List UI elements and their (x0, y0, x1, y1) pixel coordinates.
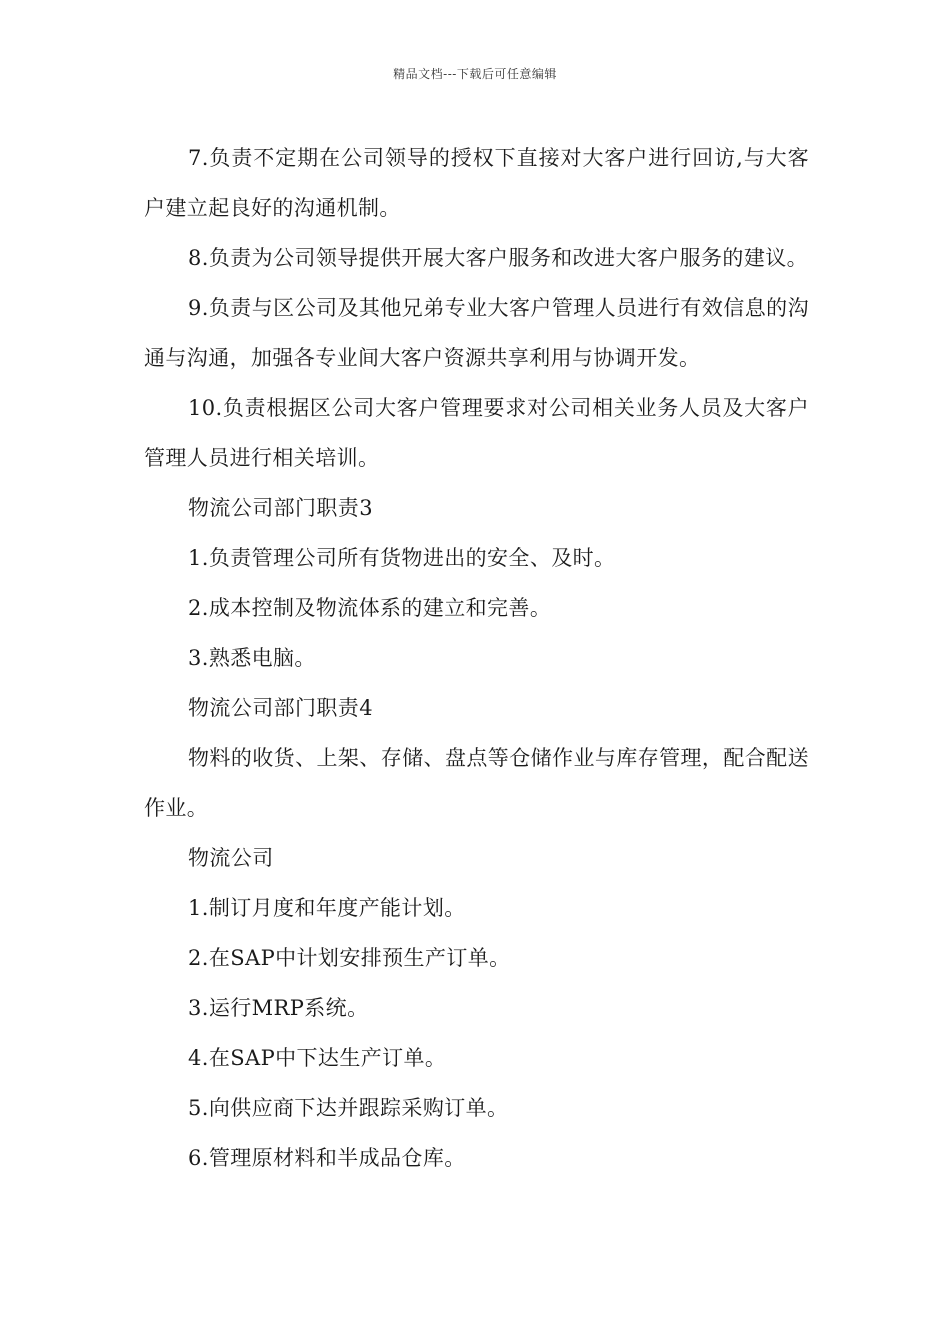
section-heading-4: 物流公司部门职责4 (188, 696, 373, 720)
section4-paragraph: 物料的收货、上架、存储、盘点等仓储作业与库存管理，配合配送作业。 (144, 746, 809, 820)
paragraph-item-8: 8.负责为公司领导提供开展大客户服务和改进大客户服务的建议。 (188, 246, 809, 270)
logistics-item-5: 5.向供应商下达并跟踪采购订单。 (188, 1096, 509, 1120)
document-body (144, 133, 809, 1183)
logistics-item-3: 3.运行MRP系统。 (188, 996, 369, 1020)
page-header: 精品文档---下载后可任意编辑 (393, 67, 557, 81)
section-heading-3: 物流公司部门职责3 (188, 496, 373, 520)
section3-item-2: 2.成本控制及物流体系的建立和完善。 (188, 596, 552, 620)
logistics-item-4: 4.在SAP中下达生产订单。 (188, 1046, 447, 1070)
section-heading-logistics: 物流公司 (188, 846, 274, 870)
logistics-item-1: 1.制订月度和年度产能计划。 (188, 896, 466, 920)
paragraph-item-9: 9.负责与区公司及其他兄弟专业大客户管理人员进行有效信息的沟通与沟通，加强各专业间大客户资源共享利用与协调开发。 (144, 296, 809, 370)
logistics-item-2: 2.在SAP中计划安排预生产订单。 (188, 946, 511, 970)
section3-item-3: 3.熟悉电脑。 (188, 646, 316, 670)
section3-item-1: 1.负责管理公司所有货物进出的安全、及时。 (188, 546, 616, 570)
paragraph-item-10: 10.负责根据区公司大客户管理要求对公司相关业务人员及大客户管理人员进行相关培训。 (144, 396, 809, 470)
paragraph-item-7: 7.负责不定期在公司领导的授权下直接对大客户进行回访,与大客户建立起良好的沟通机制。 (144, 146, 809, 220)
logistics-item-6: 6.管理原材料和半成品仓库。 (188, 1146, 466, 1170)
